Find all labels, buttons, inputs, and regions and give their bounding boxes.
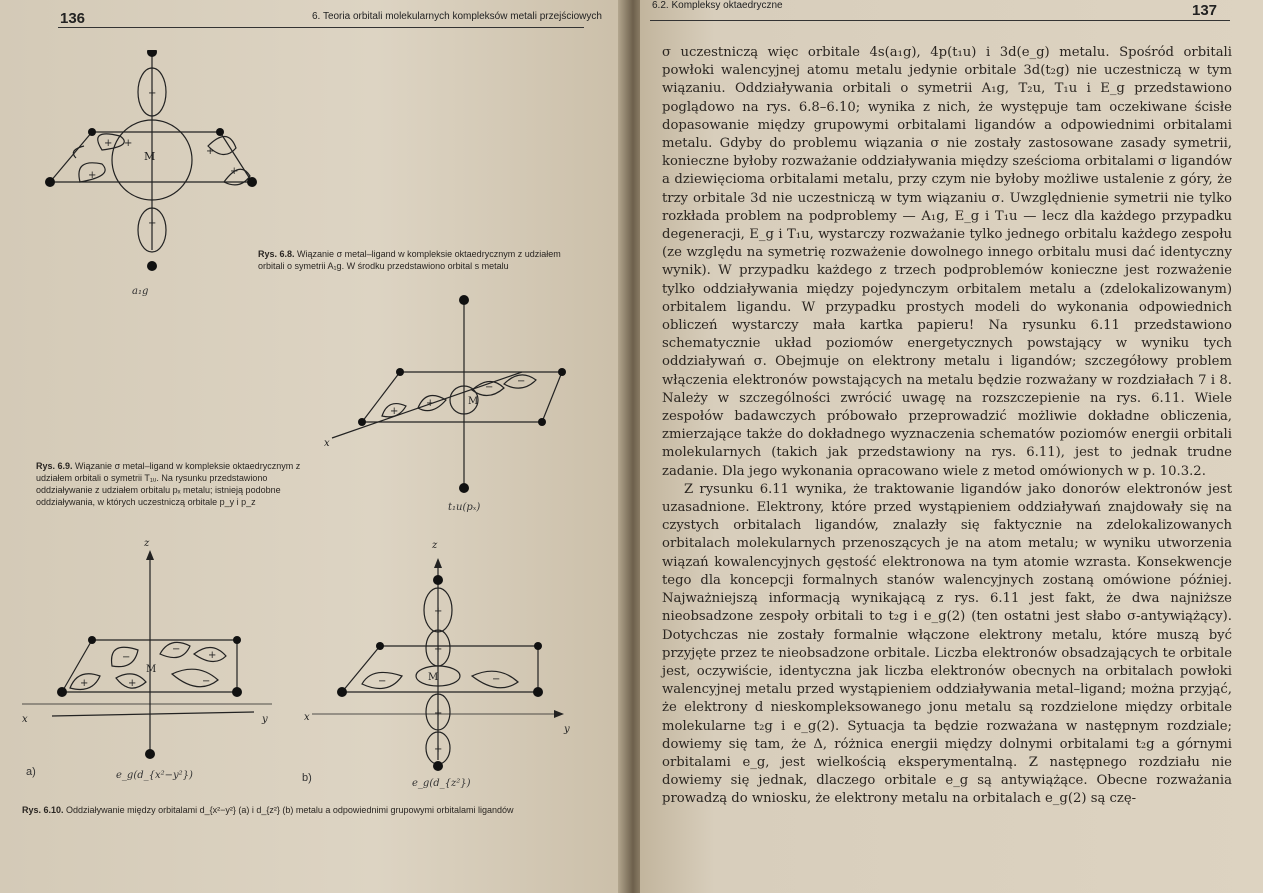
fig610-label-a: e_g(d_{x²−y²}) [116,770,193,781]
svg-text:+: + [80,678,89,689]
svg-text:+: + [434,644,443,655]
fig610-label-b: e_g(d_{z²}) [412,778,471,789]
figure-6-8-diagram [40,50,280,285]
svg-text:+: + [434,606,443,617]
right-body-text [662,44,1232,809]
svg-text:+: + [148,88,157,99]
right-page-number: 137 [1192,2,1218,19]
fig610b-center-label: M [428,672,439,683]
fig610b-axis-y: y [564,724,570,735]
svg-text:+: + [434,744,443,755]
svg-text:+: + [208,650,217,661]
fig68-center-label: M [144,150,156,163]
fig610a-axis-x: x [22,714,28,725]
left-page [0,0,626,893]
left-page-number: 136 [60,10,86,27]
svg-text:−: − [378,676,387,687]
svg-text:+: + [230,166,239,177]
svg-text:+: + [124,138,133,149]
figure-6-10b-diagram [302,536,582,776]
svg-text:+: + [434,708,443,719]
svg-text:−: − [492,674,501,685]
fig68-caption [258,248,588,272]
right-page [640,0,1263,893]
fig610-caption-text: Oddziaływanie między orbitalami d_{x²−y²} (a) i d_{z²} (b) metalu a odpowiednimi grupowymi orbitalami ligandów [66,805,514,815]
svg-text:+: + [128,678,137,689]
body-paragraph-1: σ uczestniczą więc orbitale 4s(a₁g), 4p(t₁u) i 3d(e_g) metalu. Spośród orbitali powłoki walencyjnej atomu metalu jedynie orbitale 3d(t₂g) nie uczestniczą w tym wiązaniu. Oddziaływania orbitali o symetrii A₁g, T₂u, T₁u i E_g przedstawiono poglądowo na rys. 6.8–6.10; wynika z nich, że występuje tam oczekiwane ścisłe dopasowanie między grupowymi orbitalami ligandów a odpowiednimi orbitalami metalu. Gdyby do problemu wiązania σ nie zostały zastosowane zasady symetrii, konieczne byłoby rozważanie oddziaływania między sześcioma orbitalami σ ligandów a dziewięcioma orbitalami metalu, przy czym nie byłoby możliwe ustalenie z góry, że trzy orbitale 3d nie uczestniczą w tym wiązaniu σ. Uwzględnienie symetrii nie tylko rozkłada problem na podproblemy — A₁g, E_g i T₁u — lecz dla każdego przypadku degeneracji, E_g i T₁u, wystarczy rozważanie tylko jednego orbitalu każdego zespołu (ze względu na symetrię rozważenie dowolnego innego orbitalu musi dać identyczny wynik). W przypadku każdego z trzech podproblemów konieczne jest rozważenie tylko oddziaływania między pojedynczym orbitalem metalu a (zdelokalizowanym) orbitalem ligandu. W przypadku prostych modeli do wykonania odpowiednich obliczeń wystarczy mała kartka papieru! Na rysunku 6.11 przedstawiono schematycznie układ poziomów energetycznych powstający w wyniku tych oddziaływań σ. Obejmuje on elektrony metalu i ligandów; szczegółowy problem włączenia elektronów powstających na metalu będzie rozważany w rozdziałach 7 i 8. Należy w szczególności zwrócić uwagę na rozszczepienie na rys. 6.11. Wiele zespołów badawczych próbowało przeprowadzić możliwie dokładne obliczenia, zmierzające także do dokładnego wyznaczenia schematów poziomów energii orbitali molekularnych (takich jak przedstawiony na rys. 6.11), jest to jednak trudne zadanie. Dla jego wykonania opracowano wiele z metod omówionych w p. 10.3.2. [662,45,1232,479]
fig610-part-a: a) [26,766,36,778]
figure-6-10a-diagram [22,536,292,766]
svg-text:−: − [517,376,526,387]
header-rule [58,27,584,28]
right-header-rule [650,20,1230,21]
fig610a-axis-y: y [262,714,268,725]
fig610a-axis-z: z [144,538,150,549]
fig610a-center-label: M [146,664,157,675]
fig69-caption-text: Wiązanie σ metal–ligand w kompleksie oktaedrycznym z udziałem orbitali o symetrii T₁ᵤ. Na rysunku przedstawiono oddziaływanie z udziałem orbitalu pₓ metalu; istnieją podobne oddziaływania, w których uczestniczą orbitale p_y i p_z [36,461,301,507]
fig610-caption [22,804,582,816]
svg-text:−: − [202,676,211,687]
fig68-label: a₁g [132,286,149,297]
fig610-part-b: b) [302,772,312,784]
fig69-caption-number: Rys. 6.9. [36,461,73,471]
svg-text:−: − [485,382,494,393]
figure-6-9-diagram [322,290,572,510]
svg-text:+: + [390,406,399,417]
fig610-caption-number: Rys. 6.10. [22,805,64,815]
body-paragraph-2: Z rysunku 6.11 wynika, że traktowanie ligandów jako donorów elektronów jest uzasadnione. Elektrony, które przed wystąpieniem oddziaływań znajdowały się na czystych orbitalach ligandów, znalazły się faktycznie na zdelokalizowanych orbitalach molekularnych przenoszących je na atom metalu; w wyniku utworzenia wiązań kowalencyjnych gęstość elektronowa na tym atomie wzrasta. Konsekwencje tego dla koncepcji formalnych stanów walencyjnych zostaną omówione później. Najważniejszą informacją wynikającą z rys. 6.11 jest fakt, że dwa najniższe nieobsadzone zespoły orbitali to t₂g i e_g(2) (ten ostatni jest słabo σ-antywiążący). Dotychczas nie zostały formalnie włączone elektrony metalu, które muszą być przyjęte przez te nieobsadzone orbitale. Liczba elektronów obsadzających te orbitale jest, oczywiście, identyczna jak liczba elektronów obecnych na orbitalach powłoki walencyjnej metalu przed wystąpieniem oddziaływania metal–ligand; można przyjąć, że elektrony d nieskompleksowanego jonu metalu są rozdzielone między orbitale molekularne t₂g i e_g(2). Sytuacja ta będzie rozważana w następnym rozdziale; dowiemy się tam, że Δ, różnica energii między dolnymi orbitalami t₂g a górnymi orbitalami e_g, jest wielkością eksperymentalną. Z następnego rozdziału nie dowiemy się jednak, dlaczego orbitale e_g są antywiążące. Obecne rozważania prowadzą do wniosku, że elektrony metalu na orbitalach e_g(2) są czę- [662,481,1232,807]
svg-text:+: + [426,398,435,409]
svg-text:+: + [206,146,215,157]
fig68-caption-text: Wiązanie σ metal–ligand w kompleksie oktaedrycznym z udziałem orbitali o symetrii A₁g. W środku przedstawiono orbital s metalu [258,249,561,271]
svg-text:+: + [104,138,113,149]
fig69-center-label: M [468,396,479,407]
left-running-title: 6. Teoria orbitali molekularnych kompleksów metali przejściowych [312,11,602,22]
fig610b-axis-z: z [432,540,438,551]
svg-text:−: − [122,652,131,663]
fig69-caption [36,460,318,508]
svg-text:+: + [88,170,97,181]
fig610b-axis-x: x [304,712,310,723]
fig68-caption-number: Rys. 6.8. [258,249,295,259]
svg-text:−: − [172,644,181,655]
fig69-axis-x: x [324,438,330,449]
svg-text:+: + [148,218,157,229]
fig69-label: t₁u(pₓ) [448,502,481,513]
right-running-title: 6.2. Kompleksy oktaedryczne [652,0,783,11]
